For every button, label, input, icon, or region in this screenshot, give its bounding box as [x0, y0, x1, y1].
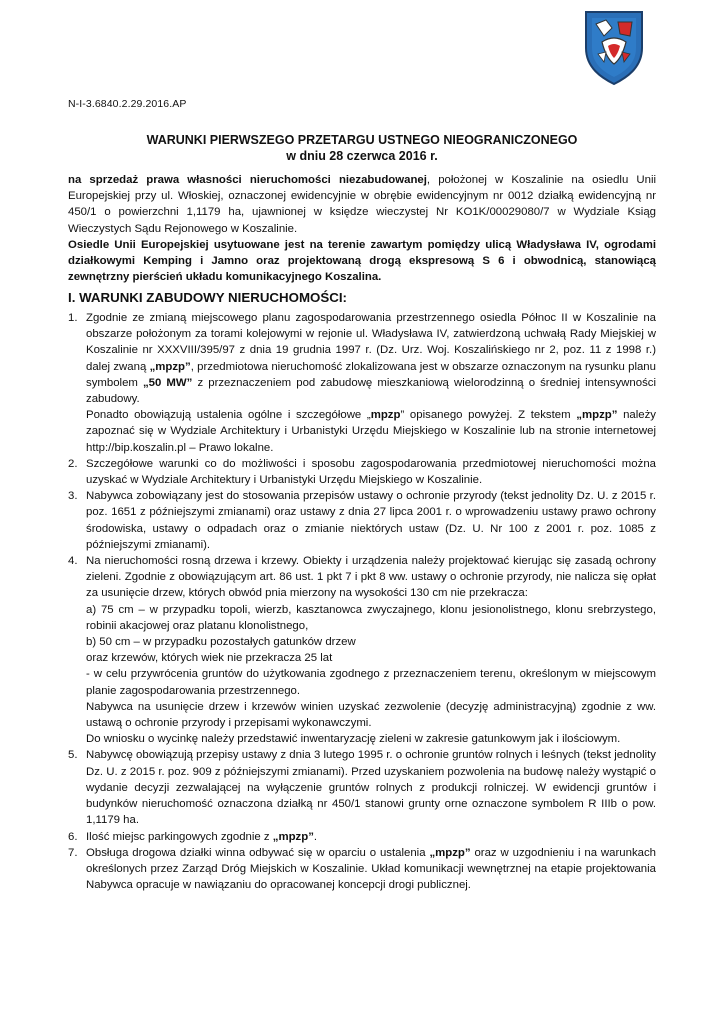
- item-number: 5.: [68, 749, 78, 762]
- list-item-2: [68, 456, 656, 488]
- item-bold: „mpzp”: [429, 846, 471, 859]
- item-bold: „mpzp”: [149, 360, 191, 373]
- item-text: Do wniosku o wycinkę należy przedstawić inwentaryzację zieleni w zakresie gatunkowym jak i ilościowym.: [86, 733, 621, 746]
- coat-of-arms-icon: [582, 8, 646, 86]
- item-number: 3.: [68, 490, 78, 503]
- list-item-7: [68, 845, 656, 894]
- document-date: w dniu 28 czerwca 2016 r.: [286, 149, 438, 163]
- item-text: oraz krzewów, których wiek nie przekracza 25 lat: [86, 652, 333, 665]
- item-text: Na nieruchomości rosną drzewa i krzewy. Obiekty i urządzenia należy projektować kierując się zasadą ochrony zieleni. Zgodnie z obowiązującym art. 86 ust. 1 pkt 7 i pkt 8 ww. ustawy o ochronie przyrody, nie nalicza się opłat za usunięcie drzew, których obwód pnia mierzony na wysokości 130 cm nie przekracza:: [86, 555, 656, 600]
- item-bold: „50 MW”: [142, 376, 193, 389]
- item-text: Ponadto obowiązują ustalenia ogólne i szczegółowe „: [86, 409, 371, 422]
- intro-paragraph: [68, 172, 656, 237]
- intro-block: [68, 172, 656, 285]
- subitem-b: b) 50 cm – w przypadku pozostałych gatunków drzew: [86, 636, 356, 649]
- section-heading: I. WARUNKI ZABUDOWY NIERUCHOMOŚCI:: [68, 290, 347, 305]
- item-text: Nabywca na usunięcie drzew i krzewów winien uzyskać zezwolenie (decyzję administracyjną) zgodnie z ww. ustawą o ochronie przyrody i przepisami wykonawczymi.: [86, 700, 656, 730]
- item-text: oraz w uzgodnieniu i na warunkach określonych przez Zarząd Dróg Miejskich w Koszalinie. Układ komunikacji wewnętrznej na etapie projektowania Nabywca opracuje w nawiązaniu do opracowanej koncepcji drogi publicznej.: [86, 846, 657, 892]
- item-paragraph: [86, 845, 656, 894]
- item-text: Ilość miejsc parkingowych zgodnie z: [86, 830, 273, 843]
- item-paragraph: [86, 829, 656, 845]
- subitem-a: a) 75 cm – w przypadku topoli, wierzb, kasztanowca zwyczajnego, klonu jesionolistnego, klonu srebrzystego, robinii akacjowej oraz platanu klonolistnego,: [86, 603, 656, 632]
- item-text: Nabywcę obowiązują przepisy ustawy z dnia 3 lutego 1995 r. o ochronie gruntów rolnych i leśnych (tekst jednolity Dz. U. z 2015 r. poz. 909 z późniejszymi zmianami). Przed uzyskaniem pozwolenia na budowę należy wystąpić o wydanie decyzji zezwalającej na wyłączenie gruntów rolnych z produkcji rolniczej. W ewidencji gruntów i budynków nieruchomość oznaczona działką nr 450/1 stanowi grunty orne oznaczone symbolem R IIIb o pow. 1,1179 ha.: [86, 749, 656, 827]
- item-text: .: [313, 830, 318, 843]
- item-number: 6.: [68, 830, 78, 843]
- intro-bold-lead: na sprzedaż prawa własności nieruchomości niezabudowanej: [68, 174, 427, 186]
- item-text: Szczegółowe warunki co do możliwości i sposobu zagospodarowania przedmiotowej nieruchomości można uzyskać w Wydziale Architektury i Urbanistyki Urzędu Miejskiego w Koszalinie.: [86, 457, 656, 487]
- list-item-6: [68, 829, 656, 845]
- conditions-list: [68, 310, 656, 893]
- item-bold: „mpzp”: [576, 409, 618, 422]
- intro-text: , położonej w Koszalinie na osiedlu Unii Europejskiej przy ul. Włoskiej, oznaczonej ewidencyjnie w obrębie ewidencyjnym nr 0012 działką ewidencyjną nr 450/1 o powierzchni 1,1179 ha, ujawnionej w księdze wieczystej Nr KO1K/00029080/7 w Wydziale Ksiąg Wieczystych Sądu Rejonowego w Koszalinie.: [68, 174, 657, 235]
- item-text: Obsługa drogowa działki winna odbywać się w oparciu o ustalenia: [86, 846, 430, 859]
- item-text: Nabywca zobowiązany jest do stosowania przepisów ustawy o ochronie przyrody (tekst jednolity Dz. U. z 2015 r. poz. 1651 z późniejszymi zmianami) oraz ustawy z dnia 27 lipca 2001 r. o wprowadzeniu ustawy prawo ochrony środowiska, ustawy o odpadach oraz o zmianie niektórych ustaw (Dz. U. Nr 100 z 2001 r. poz. 1085 z późniejszymi zmianami).: [86, 490, 656, 551]
- item-number: 4.: [68, 555, 78, 568]
- item-text: z przeznaczeniem pod zabudowę mieszkaniową wielorodzinną o średniej intensywności zabudowy.: [86, 376, 656, 406]
- list-item-3: [68, 488, 656, 553]
- item-number: 2.: [68, 457, 78, 470]
- item-text: , przedmiotowa nieruchomość zlokalizowana jest w obszarze oznaczonym na rysunku planu symbolem: [86, 360, 656, 389]
- item-text: Zgodnie ze zmianą miejscowego planu zagospodarowania przestrzennego osiedla Północ II w Koszalinie na obszarze położonym za torami kolejowymi w rejonie ul. Władysława IV, zatwierdzoną uchwałą Rady Miejskiej w Koszalinie nr XXXVIII/395/97 z dnia 19 grudnia 1997 r. (Dz. Urz. Woj. Koszalińskiego nr 2, poz. 11 z 1998 r.) dalej zwaną: [86, 312, 656, 373]
- item-paragraph: [86, 407, 656, 456]
- location-text: Osiedle Unii Europejskiej usytuowane jest na terenie zawartym pomiędzy ulicą Władysława IV, ogrodami działkowymi Kemping i Jamno oraz projektowaną drogą ekspresową S 6 i obwodnicą, stanowiącą zewnętrzny pierścień układu komunikacyjnego Koszalina.: [68, 238, 656, 284]
- item-text: - w celu przywrócenia gruntów do użytkowania zgodnego z przeznaczeniem terenu, określonym w miejscowym planie zagospodarowania przestrzennego.: [86, 668, 656, 697]
- item-number: 7.: [68, 846, 78, 859]
- item-number: 1.: [68, 312, 78, 324]
- location-paragraph: [68, 237, 656, 286]
- item-text: należy zapoznać się w Wydziale Architektury i Urbanistyki Urzędu Miejskiego w Koszalinie lub na stronie internetowej http://bip.koszalin.pl – Prawo lokalne.: [86, 409, 657, 454]
- item-bold: mpzp: [370, 409, 401, 422]
- list-item-1: [68, 310, 656, 456]
- item-bold: „mpzp”: [272, 830, 314, 843]
- reference-number: N-I-3.6840.2.29.2016.AP: [68, 98, 187, 110]
- document-title: WARUNKI PIERWSZEGO PRZETARGU USTNEGO NIEOGRANICZONEGO: [146, 133, 578, 147]
- item-text: ” opisanego powyżej. Z tekstem: [400, 409, 577, 422]
- list-item-5: [68, 747, 656, 828]
- list-item-4: [68, 553, 656, 747]
- item-paragraph: [86, 310, 656, 407]
